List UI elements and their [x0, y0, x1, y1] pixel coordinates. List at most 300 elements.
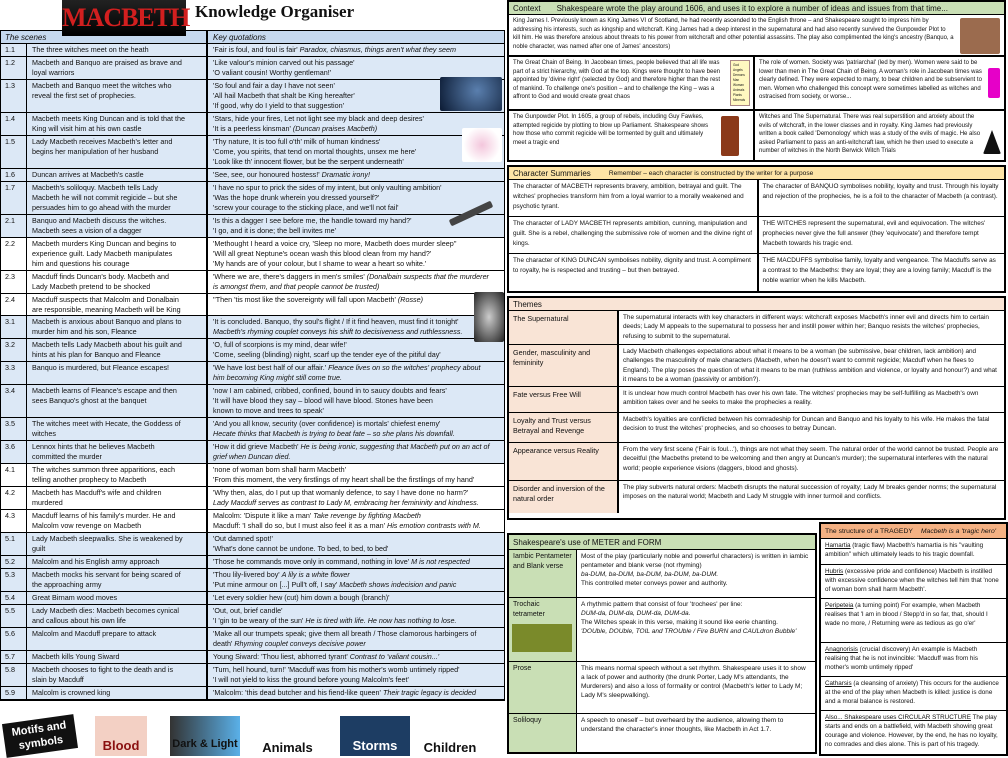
quote-text: 'Those he commands move only in command, nothing in love': [213, 557, 410, 566]
quote-text: 'Stars, hide your fires, Let not light see my black and deep desires': [213, 114, 424, 123]
scene-summary-line: are responsible, meaning Macbeth will be King: [32, 305, 181, 314]
scene-number: 3.5: [1, 418, 27, 440]
quote-note: Lady Macduff serves as contrast to Lady M, embracing her femininity and kindness.: [213, 498, 479, 507]
theme-row: [509, 387, 1004, 413]
quote-line: [213, 272, 504, 282]
meter-text: [577, 714, 815, 752]
scene-summary-line: Lady Macbeth pretend to be shocked: [32, 282, 151, 291]
quote-text: 'And you all know, security (over confidence) is mortals' chiefest enemy': [213, 419, 441, 428]
quote-line: [213, 675, 504, 685]
scene-summary: [27, 510, 208, 532]
scene-summary: [27, 362, 208, 384]
scene-summary: [27, 487, 208, 509]
scene-number: 5.5: [1, 605, 27, 627]
quote-note: Take revenge by fighting Macbeth: [313, 511, 421, 520]
quote-line: [213, 45, 504, 55]
quote-text: 'If good, why do I yield to that suggestion': [213, 101, 345, 110]
quote-line: [213, 465, 504, 475]
theme-text: It is unclear how much control Macbeth has over his own fate. The witches' prophecies may be self-fulfilling as Macbeth's own ambition takes over and he seeks to make the prophecies a reality.: [623, 390, 979, 407]
tragedy-term: Anagnorisis: [825, 646, 858, 653]
motifs-label: Motifs and symbols: [2, 714, 78, 758]
tragedy-term: Hubris: [825, 568, 844, 575]
quote-line: [213, 419, 504, 429]
scene-quotes: [208, 183, 504, 213]
quote-text: 'Like valour's minion carved out his passage': [213, 58, 355, 67]
scene-row: [1, 664, 504, 687]
quote-note: Their tragic legacy is decided: [382, 688, 477, 697]
scene-quotes: [208, 465, 504, 485]
quote-note: His emotion contrasts with M.: [387, 521, 481, 530]
motifs-strip: [0, 713, 505, 756]
meter-term-label: Trochaic tetrameter: [513, 601, 545, 618]
quote-line: [213, 688, 504, 698]
theme-name: Appearance versus Reality: [509, 443, 619, 480]
motif-dark-light: Dark & Light: [170, 716, 240, 756]
tragedy-text: (tragic flaw) Macbeth's hamartia is his "vaulting ambition" which ultimately leads to his tragic downfall.: [825, 542, 984, 558]
quote-text: ''Then 'tis most like the sovereignty will fall upon Macbeth': [213, 295, 396, 304]
scene-summary: [27, 80, 208, 112]
context-gunpowder-plot: The Gunpowder Plot. In 1605, a group of rebels, including Guy Fawkes, attempted regicide by plotting to blow up Parliament. Shakespeare shows how those who commit regicide will be tormented by guilt and ultimately meet a tragic end: [513, 114, 709, 146]
scene-number: 4.2: [1, 487, 27, 509]
theme-name: Gender, masculinity and femininity: [509, 345, 619, 386]
meter-text-main: A rhythmic pattern that consist of four 'trochees' per line:: [581, 601, 743, 608]
motif-children: Children: [423, 740, 477, 755]
scene-summary-line: Macbeth chooses to fight to the death and is: [32, 665, 174, 674]
character-summary: THE MACDUFFS symbolise family, loyalty and vengeance. The Macduffs serve as a contrast to the Macbeths: they are loyal; they are a loving family; Macduff is the noble warrior when he kills Macbeth.: [757, 254, 1005, 291]
quote-note: grief when Duncan died.: [213, 452, 291, 461]
scene-number: 5.7: [1, 651, 27, 663]
scene-summary-line: hints at his plan for Banquo and Fleance: [32, 350, 161, 359]
tragedy-item: [821, 565, 1006, 599]
theme-row: [509, 443, 1004, 481]
meter-text-after: The Witches speak in this verse, making it sound like eerie chanting.: [581, 619, 778, 626]
quote-line: [213, 606, 504, 616]
scene-summary-line: Macbeth and Banquo meet the witches who: [32, 81, 172, 90]
scene-row: [1, 294, 504, 316]
meter-row: [509, 550, 815, 598]
theme-rows: [509, 311, 1004, 513]
quote-line: [213, 373, 504, 383]
meter-term-label: Iambic Pentameter and Blank verse: [513, 553, 572, 570]
scenes-table: [0, 30, 505, 701]
quote-line: [213, 124, 504, 134]
context-intro: Shakespeare wrote the play around 1606, and uses it to explore a number of ideas and issues from that time...: [556, 4, 948, 13]
theme-row: [509, 345, 1004, 387]
quote-line: [213, 114, 504, 124]
scene-summary: [27, 441, 208, 463]
scene-number: 1.2: [1, 57, 27, 79]
scene-summary-line: Macduff learns of his family's murder. He and: [32, 511, 176, 520]
scene-summary-line: the approaching army: [32, 580, 102, 589]
quote-text: 'Where we are, there's daggers in men's smiles': [213, 272, 365, 281]
scene-summary: [27, 556, 208, 568]
scene-summary-line: witches: [32, 429, 56, 438]
macbeth-logo: [62, 0, 190, 36]
quote-text: 'Was the hope drunk wherein you dressed yourself?': [213, 193, 380, 202]
quote-note: is amongst them, and that people cannot be trusted): [213, 282, 380, 291]
quote-line: [213, 58, 504, 68]
quote-text: 'Thou lily-livered boy': [213, 570, 280, 579]
scene-summary: [27, 238, 208, 270]
scene-summary: [27, 136, 208, 168]
quote-note: Macbeth's rhyming couplet conveys his shift to decisiveness and ruthlessness.: [213, 327, 463, 336]
meter-term: [509, 714, 577, 752]
quote-line: [213, 452, 504, 462]
quote-text: 'It will have blood they say – blood will have blood. Stones have been: [213, 396, 433, 405]
scene-row: [1, 592, 504, 605]
quote-line: [213, 157, 504, 167]
scene-number: 1.1: [1, 44, 27, 56]
quote-text: 'We have lost best half of our affair.': [213, 363, 327, 372]
context-label: Context: [513, 4, 541, 13]
scene-quotes: [208, 295, 504, 314]
quote-line: [213, 521, 504, 531]
scene-row: [1, 215, 504, 238]
quote-text: 'now I am cabined, cribbed, confined, bound in to saucy doubts and fears': [213, 386, 447, 395]
quote-line: [213, 386, 504, 396]
scene-summary: [27, 294, 208, 315]
quote-note: (Donalbain suspects that the murderer: [366, 272, 489, 281]
scene-summary-line: The three witches meet on the heath: [32, 45, 149, 54]
quote-note: Paradox, chiasmus, things aren't what they seem: [299, 45, 457, 54]
quote-line: [213, 498, 504, 508]
meter-text-em: ba-DUM, ba-DUM, ba-DUM, ba-DUM, ba-DUM.: [581, 571, 719, 578]
scene-quotes: [208, 629, 504, 649]
quote-text: 'What's done cannot be undone. To bed, to bed, to bed': [213, 544, 389, 553]
meter-row: [509, 598, 815, 662]
scene-quotes: [208, 239, 504, 269]
scene-row: [1, 136, 504, 169]
quote-note: Dramatic irony!: [321, 170, 370, 179]
scene-quotes: [208, 652, 504, 662]
quote-line: [213, 363, 504, 373]
scene-summary-line: Macbeth tells Lady Macbeth about his guilt and: [32, 340, 182, 349]
quote-line: [213, 593, 504, 603]
context-role-of-women: The role of women. Society was 'patriarchal' (led by men). Women were said to be lower than men in The Great Chain of Being. A woman's role in Jacobean times was clearly defined. They were expected to marry, to bear children and be subservient to men. Women who challenged this concept were sometimes labelled as witches and ostracised from society, or worse...: [753, 57, 1004, 109]
themes-section: [507, 296, 1006, 520]
quote-line: [213, 429, 504, 439]
scene-row: [1, 605, 504, 628]
scene-quotes: [208, 272, 504, 292]
chain-item: Animals: [733, 88, 745, 92]
theme-name: The Supernatural: [509, 311, 619, 344]
tragedy-section: [819, 522, 1008, 756]
tragedy-item: [821, 711, 1006, 753]
scene-quotes: [208, 606, 504, 626]
quote-text: 'Come, seeling (blinding) night, scarf up the tender eye of the pitiful day': [213, 350, 441, 359]
meter-text: [577, 662, 815, 713]
quote-text: 'I 'gin to be weary of the sun': [213, 616, 304, 625]
theme-text: The supernatural interacts with key characters in different ways: witchcraft exposes Macbeth's inner evil and directs him to certain deeds; Lady M appeals to the supernatural to possess her and instill power within her; Banquo resists the witches' prophecies, refusing to submit to the supernatural.: [623, 314, 989, 340]
meter-term-label: Prose: [513, 665, 532, 672]
meter-header: Shakespeare's use of METER and FORM: [509, 535, 815, 550]
quote-line: [213, 580, 504, 590]
meter-text: [577, 598, 815, 661]
theme-name: Loyalty and Trust versus Betrayal and Revenge: [509, 413, 619, 442]
quote-line: [213, 193, 504, 203]
quote-text: 'Turn, hell hound, turn!' 'Macduff was from his mother's womb untimely ripped': [213, 665, 460, 674]
scene-row: [1, 271, 504, 294]
quotes-column-header: Key quotations: [213, 33, 266, 42]
quote-text: Young Siward: 'Thou liest, abhorred tyrant': [213, 652, 348, 661]
scene-summary-line: slain by Macduff: [32, 675, 84, 684]
meter-text-em2: 'DOUble, DOUble, TOIL and TROUble / Fire BURN and CAULdron Bubble': [581, 628, 797, 635]
quote-text: known to move and trees to speak': [213, 406, 324, 415]
theme-name: Fate versus Free Will: [509, 387, 619, 412]
quote-line: [213, 557, 504, 567]
scene-summary-line: him and questions his courage: [32, 259, 130, 268]
scene-number: 3.6: [1, 441, 27, 463]
scene-quotes: [208, 317, 504, 337]
tragedy-item: [821, 643, 1006, 677]
scene-row: [1, 464, 504, 487]
scene-row: [1, 57, 504, 80]
scene-row: [1, 80, 504, 113]
scene-number: 5.6: [1, 628, 27, 650]
quote-note: Contrast to 'valiant cousin...': [349, 652, 440, 661]
theme-row: [509, 311, 1004, 345]
scene-summary-line: Great Birnam wood moves: [32, 593, 118, 602]
quote-line: [213, 226, 504, 236]
quote-text: 'Why then, alas, do I put up that womanly defence, to say I have done no harm?': [213, 488, 469, 497]
quote-text: 'Fair is foul, and foul is fair': [213, 45, 298, 54]
meter-row: [509, 662, 815, 714]
scene-summary: [27, 182, 208, 214]
scene-summary-line: Macbeth murders King Duncan and begins to: [32, 239, 177, 248]
meter-term: [509, 662, 577, 713]
quote-line: [213, 259, 504, 269]
meter-text-main: A speech to oneself – but overheard by the audience, allowing them to understand the character's inner thoughts, like Macbeth in Act 1.7.: [581, 717, 784, 733]
meter-text-main: This means normal speech without a set rhythm. Shakespeare uses it to show a lack of power and authority (the drunk Porter, Lady M's attendants, the Murderers) and also a loss of formality or control (Macbeth's letter to Lady M; Lady M's sleepwalking).: [581, 665, 806, 699]
quote-text: Macduff: 'I shall do so, but I must also feel it as a man': [213, 521, 386, 530]
themes-header: Themes: [509, 298, 1004, 311]
tragedy-rows: [821, 539, 1006, 753]
scene-number: 5.4: [1, 592, 27, 604]
scene-summary: [27, 316, 208, 338]
scene-row: [1, 510, 504, 533]
quote-line: [213, 327, 504, 337]
scene-summary-line: Lady Macbeth receives Macbeth's letter and: [32, 137, 173, 146]
scene-summary-line: Macduff finds Duncan's body. Macbeth and: [32, 272, 169, 281]
quote-note: Macbeth shows indecision and panic: [339, 580, 457, 589]
character-summary: The character of BANQUO symbolises nobility, loyalty and trust. Through his loyalty and rejection of the prophecies, he is a foil to the character of Macbeth (a contrast).: [757, 180, 1005, 217]
scene-summary: [27, 569, 208, 591]
quote-note: (Duncan praises Macbeth): [292, 124, 378, 133]
meter-text-after: This controlled meter conveys power and authority.: [581, 580, 728, 587]
storm-image: [440, 77, 502, 111]
tragedy-item: [821, 539, 1006, 565]
scene-summary-line: Macbeth is anxious about Banquo and plans to: [32, 317, 182, 326]
scene-row: [1, 487, 504, 510]
quote-line: [213, 239, 504, 249]
scene-summary: [27, 687, 208, 699]
scene-summary: [27, 664, 208, 686]
scene-number: 2.4: [1, 294, 27, 315]
scene-quotes: [208, 488, 504, 508]
quote-text: 'Will all great Neptune's ocean wash this blood clean from my hand?': [213, 249, 432, 258]
scene-summary-line: reveal the first set of prophecies.: [32, 91, 136, 100]
scene-number: 2.2: [1, 238, 27, 270]
character-summary: The character of MACBETH represents bravery, ambition, betrayal and guilt. The witches' prophecies transform him from a loyal warrior to a morally weakened and psychotic tyrant.: [509, 180, 757, 217]
tragedy-item: [821, 599, 1006, 643]
theme-text: Macbeth's loyalties are conflicted between his comradeship for Duncan and Banquo and his loyalty to his wife. He makes the fatal decision to trust the witches' prophecies, and so chooses to betray Duncan.: [623, 416, 990, 433]
quote-line: [213, 203, 504, 213]
tragedy-term: Hamartia: [825, 542, 851, 549]
scene-summary-line: and callous about his own life: [32, 616, 126, 625]
scene-row: [1, 339, 504, 362]
quote-line: [213, 570, 504, 580]
quote-text: 'O, full of scorpions is my mind, dear wife!': [213, 340, 347, 349]
scene-row: [1, 569, 504, 592]
scene-summary-line: sees Banquo's ghost at the banquet: [32, 396, 147, 405]
scene-quotes: [208, 58, 504, 78]
tragedy-item: [821, 677, 1006, 711]
quote-line: [213, 282, 504, 292]
meter-rows: [509, 550, 815, 752]
scene-row: [1, 316, 504, 339]
scene-summary-line: Lennox hints that he believes Macbeth: [32, 442, 155, 451]
scene-quotes: [208, 570, 504, 590]
scene-quotes: [208, 386, 504, 416]
theme-text: Lady Macbeth challenges expectations about what it means to be a woman (be submissive, bear children, lack ambition) and challenges the masculinity of male characters (Macbeth, when he doesn't want to commit regicide; Macduff when he flees to England). The play poses the question of what it means to be man (ruthless ambition and violence, or loyalty and honour?) and what it means to be a woman (passivity or ambition?).: [623, 348, 997, 384]
scene-summary-line: Malcolm vow revenge on Macbeth: [32, 521, 142, 530]
theme-row: [509, 413, 1004, 443]
king-james-portrait: [960, 18, 1000, 54]
scene-summary-line: committed the murder: [32, 452, 102, 461]
chain-item: Angels: [733, 68, 743, 72]
ghost-image: [474, 292, 504, 342]
quote-text: 'Thy nature, It is too full o'th' milk of human kindness': [213, 137, 381, 146]
scene-summary: [27, 215, 208, 237]
quote-text: 'I go, and it is done; the bell invites me': [213, 226, 337, 235]
quote-line: [213, 511, 504, 521]
scene-number: 4.3: [1, 510, 27, 532]
scene-quotes: [208, 363, 504, 383]
quote-note: Rhyming couplet conveys decisive power: [234, 639, 366, 648]
quote-text: 'I have no spur to prick the sides of my intent, but only vaulting ambition': [213, 183, 442, 192]
scene-quotes: [208, 114, 504, 134]
scene-summary-line: Macbeth's soliloquy. Macbeth tells Lady: [32, 183, 158, 192]
scene-summary: [27, 418, 208, 440]
chain-item: Demons: [733, 73, 745, 77]
scene-number: 2.3: [1, 271, 27, 293]
tragedy-subtitle: Macbeth is a 'tragic hero': [920, 528, 997, 535]
quote-note: A lily is a white flower: [281, 570, 350, 579]
scene-row: [1, 687, 504, 700]
scene-row: [1, 556, 504, 569]
context-great-chain: The Great Chain of Being. In Jacobean times, people believed that all life was part of a strict hierarchy, with God at the top. Kings were thought to have been appointed by 'divine right' (selected by God) and therefore higher than the rest of mankind. To challenge one's position – and to challenge the King – was a affront to God and would create great chaos: [513, 60, 721, 101]
quote-text: Malcolm: 'Dispute it like a man': [213, 511, 312, 520]
page-title: Knowledge Organiser: [195, 2, 355, 21]
scene-summary-line: begins her manipulation of her husband: [32, 147, 159, 156]
quote-text: 'Put mine armour on [...] Pull't off, I say': [213, 580, 338, 589]
quote-line: [213, 137, 504, 147]
quote-text: 'Out damned spot!': [213, 534, 273, 543]
quote-line: [213, 616, 504, 626]
quote-line: [213, 350, 504, 360]
scene-summary-line: guilt: [32, 544, 46, 553]
scene-summary: [27, 651, 208, 663]
scene-row: [1, 533, 504, 556]
scene-quotes: [208, 665, 504, 685]
context-header: [509, 2, 1004, 15]
scene-summary-line: telling another prophecy to Macbeth: [32, 475, 147, 484]
chain-item: Woman: [733, 83, 744, 87]
scene-quotes: [208, 593, 504, 603]
quote-note: He is being ironic, suggesting that Macbeth put on an act of: [300, 442, 490, 451]
context-king-james: King James I. Previously known as King James VI of Scotland, he had recently ascended to the English throne – and Shakespeare sought to impress him by addressing his interests, such as kingship and witchcraft. King James had a deep interest in the supernatural and had also recently survived the Gunpowder Plot to kill him. He was therefore anxious about threats to his power from witchcraft and other potential assassins. The play also complimented the king's ancestry (Banquo, a noble character, was named after one of James' ancestors): [509, 15, 1004, 57]
character-header: [509, 167, 1004, 180]
scene-number: 4.1: [1, 464, 27, 486]
quote-note: M is not respected: [411, 557, 470, 566]
scene-summary-line: murder him and his son, Fleance: [32, 327, 137, 336]
context-section: [507, 0, 1006, 162]
scene-number: 5.3: [1, 569, 27, 591]
scene-row: [1, 169, 504, 182]
meter-term: [509, 550, 577, 597]
quote-line: [213, 629, 504, 639]
scene-summary-line: experience guilt. Lady Macbeth manipulates: [32, 249, 173, 258]
scene-row: [1, 385, 504, 418]
quote-note: Hecate thinks that Macbeth is trying to beat fate – so she plans his downfall.: [213, 429, 455, 438]
scene-row: [1, 628, 504, 651]
scene-number: 3.1: [1, 316, 27, 338]
character-summaries-section: [507, 165, 1006, 293]
quote-text: 'Malcolm: 'this dead butcher and his fiend-like queen': [213, 688, 381, 697]
quote-line: [213, 295, 504, 305]
scene-rows: [1, 44, 504, 700]
meter-text-em: DUM-da, DUM-da, DUM-da, DUM-da.: [581, 610, 691, 617]
scene-summary-line: Duncan arrives at Macbeth's castle: [32, 170, 144, 179]
chain-item: Man: [733, 78, 740, 82]
meter-form-section: [507, 533, 817, 754]
scene-quotes: [208, 137, 504, 167]
quote-line: [213, 396, 504, 406]
scene-row: [1, 441, 504, 464]
motif-animals: Animals: [262, 740, 313, 755]
scene-summary-line: The witches summon three apparitions, each: [32, 465, 176, 474]
character-summary: The character of KING DUNCAN symbolises nobility, dignity and trust. A compliment to royalty, he is respected and trusting – but then betrayed.: [513, 257, 751, 274]
scene-summary-line: Malcolm and his English army approach: [32, 557, 160, 566]
scene-number: 1.6: [1, 169, 27, 181]
scene-summary-line: murdered: [32, 498, 63, 507]
scene-row: [1, 182, 504, 215]
scene-number: 3.3: [1, 362, 27, 384]
tragedy-text: (crucial discovery) An example is Macbeth realising that he is not invincible: 'Macduff was from his mother's womb untimely ripped': [825, 646, 978, 671]
quote-line: [213, 639, 504, 649]
quote-text: 'Out, out, brief candle': [213, 606, 283, 615]
chain-item: Plants: [733, 93, 742, 97]
quote-line: [213, 406, 504, 416]
snake-lotus-image: [462, 128, 502, 162]
scene-summary: [27, 339, 208, 361]
quote-text: 'Let every soldier hew (cut) him down a bough (branch)': [213, 593, 390, 602]
quote-line: [213, 652, 504, 662]
scene-number: 5.1: [1, 533, 27, 555]
quote-line: [213, 544, 504, 554]
scene-summary-line: Malcolm is crowned king: [32, 688, 111, 697]
quote-text: 'Come, you spirits, that tend on mortal thoughts, unsex me here': [213, 147, 417, 156]
quote-text: 'See, see, our honoured hostess!': [213, 170, 320, 179]
woman-icon: [988, 68, 1000, 98]
theme-text: The play subverts natural orders: Macbeth disrupts the natural succession of royalty; Lady M breaks gender norms; the supernatural imposes on the natural world; Macbeth and Lady M struggle with inner turmoil and conflicts.: [623, 484, 997, 501]
scene-number: 1.7: [1, 182, 27, 214]
scene-quotes: [208, 534, 504, 554]
scene-number: 5.2: [1, 556, 27, 568]
quote-note: (Rosse): [397, 295, 424, 304]
scene-row: [1, 44, 504, 57]
scene-row: [1, 418, 504, 441]
